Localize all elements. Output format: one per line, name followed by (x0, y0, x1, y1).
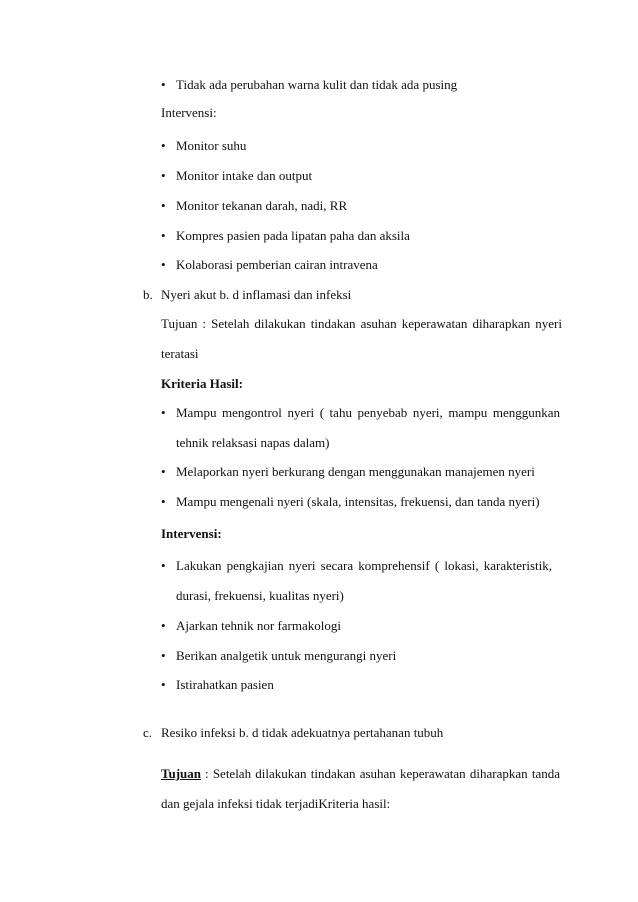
kriteria-heading: Kriteria Hasil: (161, 376, 243, 391)
bullet-marker: • (161, 77, 166, 92)
kriteria-item: Melaporkan nyeri berkurang dengan menggunakan manajemen nyeri (176, 464, 535, 479)
bullet-marker: • (161, 228, 166, 243)
tujuan-text-continued: teratasi (161, 346, 199, 361)
bullet-marker: • (161, 405, 166, 420)
intervensi-item: Monitor suhu (176, 138, 247, 153)
intervensi-item: Monitor tekanan darah, nadi, RR (176, 198, 348, 213)
section-title: Nyeri akut b. d inflamasi dan infeksi (161, 287, 352, 302)
bullet-marker: • (161, 257, 166, 272)
tujuan-text-continued: dan gejala infeksi tidak terjadiKriteria hasil: (161, 796, 391, 811)
intervensi-item: Kolaborasi pemberian cairan intravena (176, 257, 378, 272)
tujuan-text: Tujuan : Setelah dilakukan tindakan asuhan keperawatan diharapkan nyeri (161, 316, 562, 331)
section-letter: c. (143, 725, 153, 740)
intervensi-heading: Intervensi: (161, 105, 217, 120)
bullet-marker: • (161, 168, 166, 183)
section-letter: b. (143, 287, 153, 302)
bullet-marker: • (161, 558, 166, 573)
intervensi-item: Lakukan pengkajian nyeri secara komprehensif ( lokasi, karakteristik, (176, 558, 552, 573)
kriteria-item-continued: tehnik relaksasi napas dalam) (176, 435, 330, 450)
bullet-marker: • (161, 464, 166, 479)
criteria-item: Tidak ada perubahan warna kulit dan tidak ada pusing (176, 77, 458, 92)
bullet-marker: • (161, 677, 166, 692)
intervensi-item: Monitor intake dan output (176, 168, 313, 183)
section-title: Resiko infeksi b. d tidak adekuatnya pertahanan tubuh (161, 725, 444, 740)
bullet-marker: • (161, 648, 166, 663)
intervensi-heading: Intervensi: (161, 526, 222, 541)
tujuan-heading: Tujuan (161, 766, 201, 781)
bullet-marker: • (161, 198, 166, 213)
intervensi-item: Ajarkan tehnik nor farmakologi (176, 618, 341, 633)
bullet-marker: • (161, 494, 166, 509)
intervensi-item: Istirahatkan pasien (176, 677, 274, 692)
tujuan-text: : Setelah dilakukan tindakan asuhan keperawatan diharapkan tanda (205, 766, 560, 781)
bullet-marker: • (161, 138, 166, 153)
intervensi-item-continued: durasi, frekuensi, kualitas nyeri) (176, 588, 344, 603)
bullet-marker: • (161, 618, 166, 633)
intervensi-item: Kompres pasien pada lipatan paha dan aksila (176, 228, 410, 243)
intervensi-item: Berikan analgetik untuk mengurangi nyeri (176, 648, 397, 663)
kriteria-item: Mampu mengontrol nyeri ( tahu penyebab nyeri, mampu menggunkan (176, 405, 560, 420)
kriteria-item: Mampu mengenali nyeri (skala, intensitas, frekuensi, dan tanda nyeri) (176, 494, 540, 509)
